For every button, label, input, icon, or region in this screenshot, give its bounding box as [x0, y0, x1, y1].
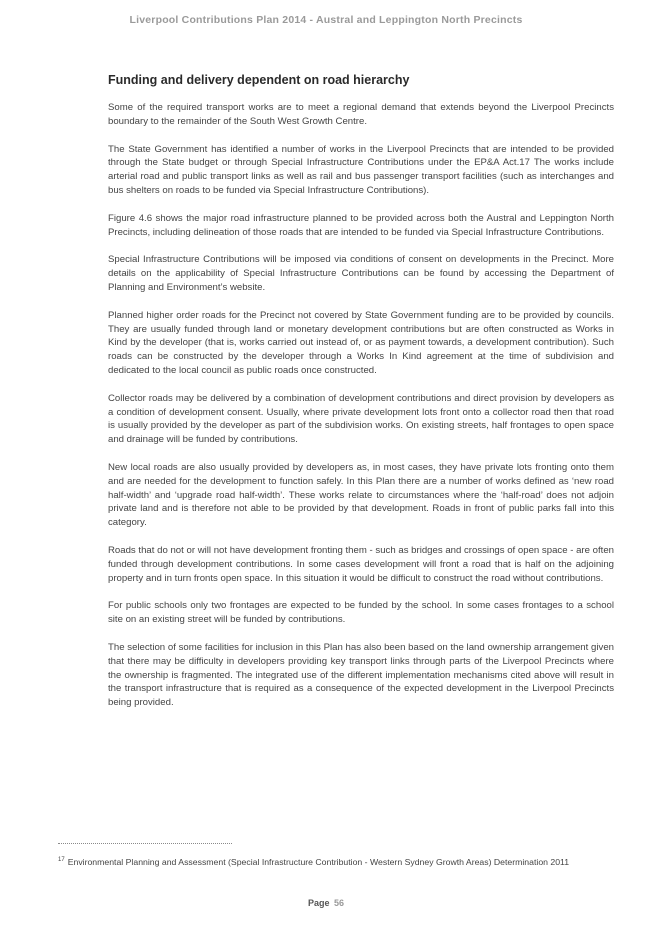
paragraph-land-ownership: The selection of some facilities for inclusion in this Plan has also been based on the land ownership arrangement given that there may be difficulty in developers providing key transport links through parts of the Liverpool Precincts where the ownership is fragmented. The integrated use of the different implementation mechanisms cited above will result in the transport infrastructure that is required as a consequence of the expected development in the Liverpool Precincts being provided.	[108, 641, 614, 709]
paragraph-special-contributions: Special Infrastructure Contributions will be imposed via conditions of consent on developments in the Precinct. More details on the applicability of Special Infrastructure Contributions can be found by accessing the Department of Planning and Environment’s website.	[108, 254, 614, 293]
section-heading: Funding and delivery dependent on road hierarchy	[108, 73, 410, 87]
paragraph-higher-order-roads: Planned higher order roads for the Precinct not covered by State Government funding are to be provided by councils. They are usually funded through land or monetary development contributions but are often constructed as Works in Kind by the developer (that is, works carried out instead of, or as payment towards, a development contribution). Such roads can be constructed by the developer through a Works In Kind agreement at the time of subdivision and dedicated to the local council as public roads once constructed.	[108, 309, 614, 376]
paragraph-collector-roads: Collector roads may be delivered by a combination of development contributions and direct provision by developers as a condition of development consent. Usually, where private development lots front onto a collector road then that road is usually provided by the developer as part of the subdivision works. On existing streets, half frontages to open space and drainage will be funded by contributions.	[108, 392, 614, 446]
paragraph-figure-reference: Figure 4.6 shows the major road infrastructure planned to be provided across both the Austral and Leppington North Precincts, including delineation of those roads that are intended to be funded via Special Infrastructure Contributions.	[108, 212, 614, 238]
paragraph-state-government: The State Government has identified a number of works in the Liverpool Precincts that are intended to be provided through the State budget or through Special Infrastructure Contributions under the EP&A Act.17 The works include arterial road and public transport links as well as rail and bus passenger transport facilities (such as interchanges and bus shelters on roads to be funded via Special Infrastructure Contributions).	[108, 143, 614, 196]
paragraph-local-roads: New local roads are also usually provided by developers as, in most cases, they have private lots fronting onto them and are needed for the development to function safely. In this Plan there are a number of works defined as ‘new road half-width’ and ‘upgrade road half-width’. These works relate to circumstances where the ‘half-road’ does not adjoin private land and is therefore not able to be provided by that development. Roads in front of public parks fall into this category.	[108, 461, 614, 529]
page-footer	[0, 898, 652, 908]
footnote-divider	[58, 843, 232, 844]
footnote	[58, 857, 618, 868]
page-label: Page	[307, 898, 330, 908]
paragraph-public-schools: For public schools only two frontages are expected to be funded by the school. In some cases frontages to a school site on an existing street will be funded by contributions.	[108, 600, 614, 626]
footnote-text: Environmental Planning and Assessment (Special Infrastructure Contribution - Western Sydney Growth Areas) Determination 2011	[67, 857, 570, 867]
footnote-number: 17	[58, 857, 65, 864]
main-content	[108, 73, 614, 724]
running-header: Liverpool Contributions Plan 2014 - Austral and Leppington North Precincts	[129, 14, 523, 26]
paragraph-regional-demand: Some of the required transport works are to meet a regional demand that extends beyond the Liverpool Precincts boundary to the remainder of the South West Growth Centre.	[108, 102, 614, 127]
page-number: 56	[334, 898, 345, 908]
paragraph-roads-without-frontage: Roads that do not or will not have development fronting them - such as bridges and crossings of open space - are often funded through development contributions. In some cases development will front a road that is half on the adjoining property and in turn fronts open space. In this situation it would be difficult to construct the road without contributions.	[108, 544, 614, 584]
